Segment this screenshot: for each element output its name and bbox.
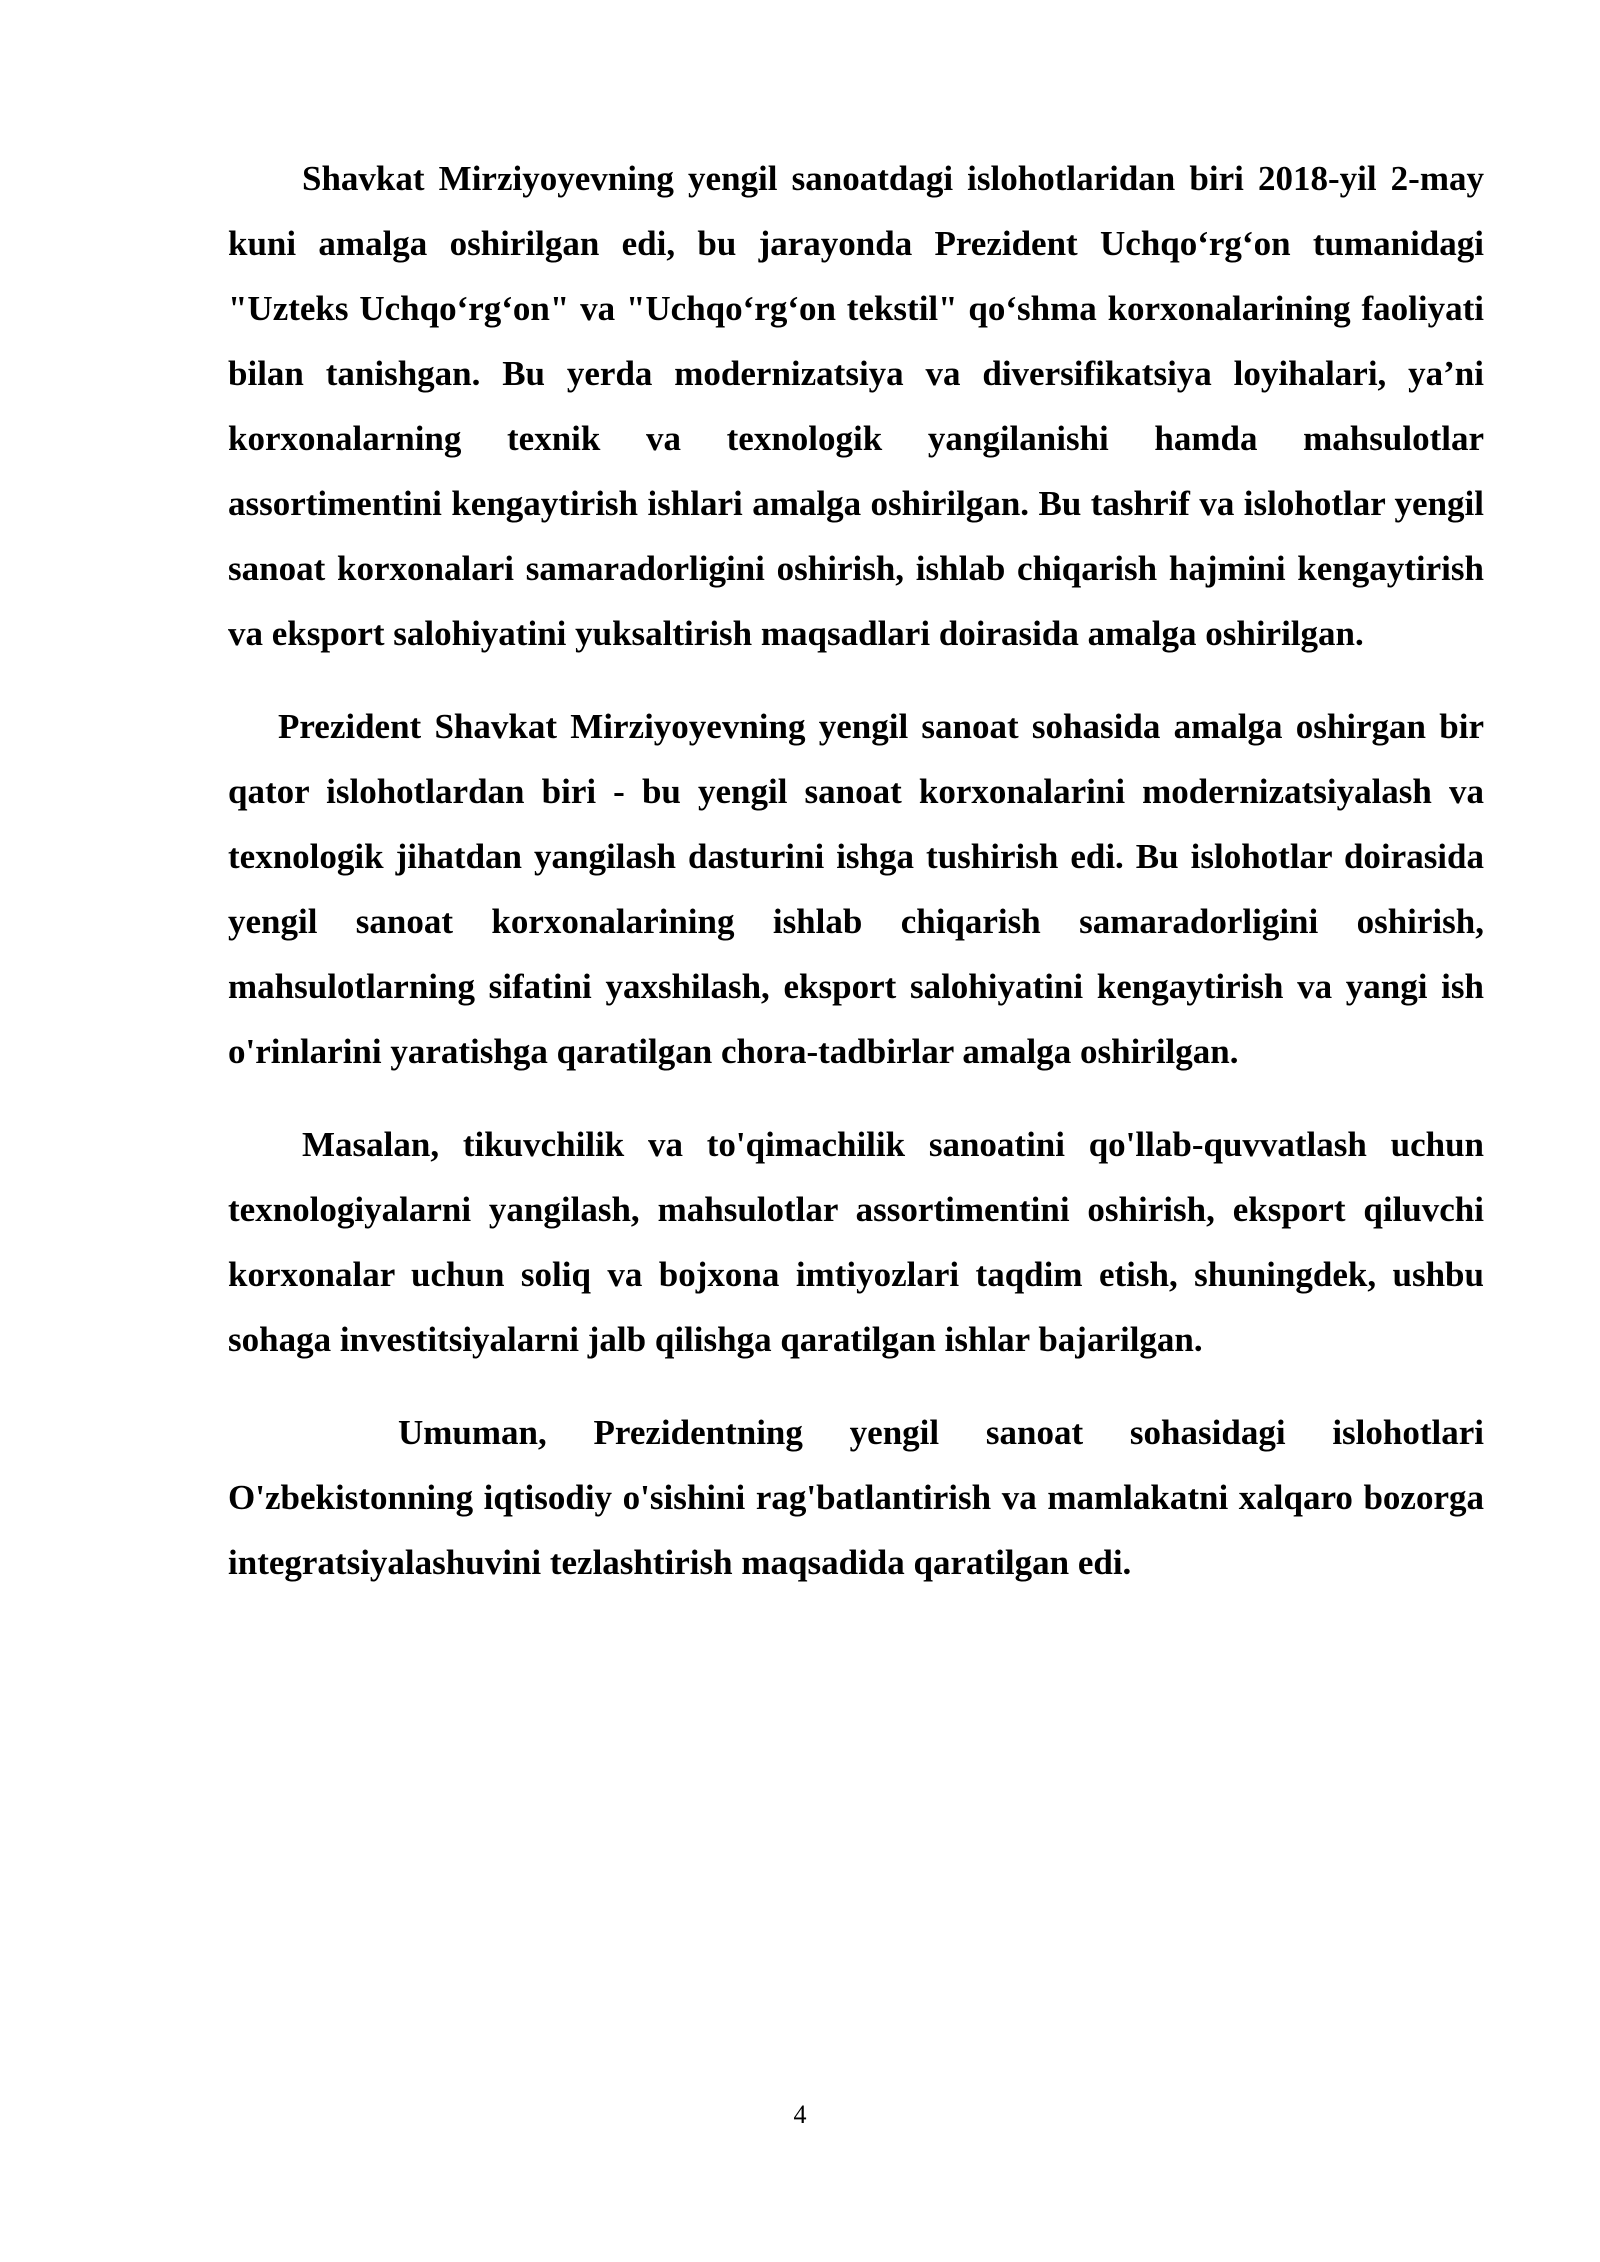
paragraph-2: Prezident Shavkat Mirziyoyevning yengil sanoat sohasida amalga oshirgan bir qator islohotlardan biri - bu yengil sanoat korxonalarini modernizatsiyalash va texnologik jihatdan yangilash dasturini ishga tushirish edi. Bu islohotlar doirasida yengil sanoat korxonalarining ishlab chiqarish samaradorligini oshirish, mahsulotlarning sifatini yaxshilash, eksport salohiyatini kengaytirish va yangi ish o'rinlarini yaratishga qaratilgan chora-tadbirlar amalga oshirilgan.	[228, 707, 1484, 1071]
page-number: 4	[793, 2100, 807, 2129]
document-body	[228, 146, 1484, 1595]
paragraph-4: Umuman, Prezidentning yengil sanoat sohasidagi islohotlari O'zbekistonning iqtisodiy o'sishini rag'batlantirish va mamlakatni xalqaro bozorga integratsiyalashuvini tezlashtirish maqsadida qaratilgan edi.	[228, 1413, 1484, 1582]
paragraph-3: Masalan, tikuvchilik va to'qimachilik sanoatini qo'llab-quvvatlash uchun texnologiyalarni yangilash, mahsulotlar assortimentini oshirish, eksport qiluvchi korxonalar uchun soliq va bojxona imtiyozlari taqdim etish, shuningdek, ushbu sohaga investitsiyalarni jalb qilishga qaratilgan ishlar bajarilgan.	[228, 1125, 1484, 1359]
paragraph-1: Shavkat Mirziyoyevning yengil sanoatdagi islohotlaridan biri 2018-yil 2-may kuni amalga oshirilgan edi, bu jarayonda Prezident Uchqo‘rg‘on tumanidagi "Uzteks Uchqo‘rg‘on" va "Uchqo‘rg‘on tekstil" qo‘shma korxonalarining faoliyati bilan tanishgan. Bu yerda modernizatsiya va diversifikatsiya loyihalari, ya’ni korxonalarning texnik va texnologik yangilanishi hamda mahsulotlar assortimentini kengaytirish ishlari amalga oshirilgan. Bu tashrif va islohotlar yengil sanoat korxonalari samaradorligini oshirish, ishlab chiqarish hajmini kengaytirish va eksport salohiyatini yuksaltirish maqsadlari doirasida amalga oshirilgan.	[228, 159, 1484, 653]
